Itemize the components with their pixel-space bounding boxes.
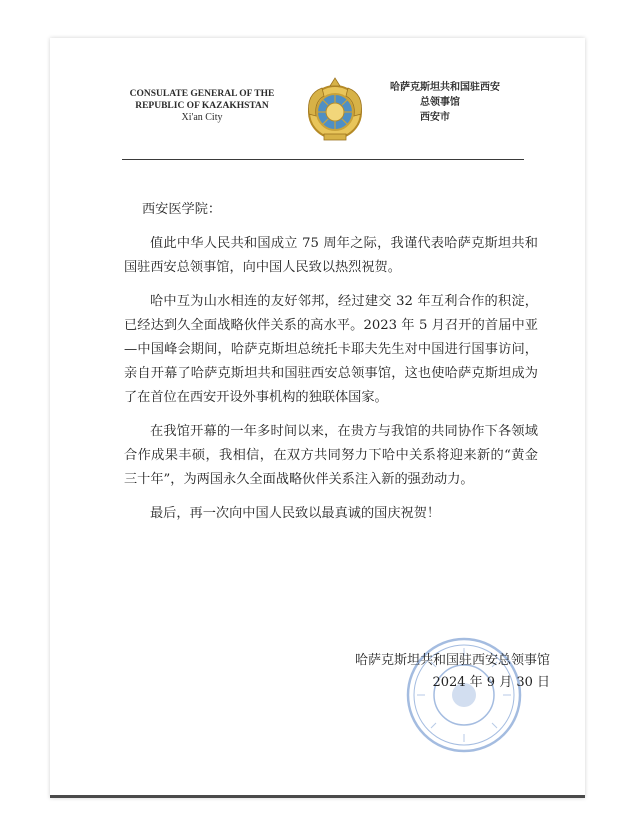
header-en-line2: REPUBLIC OF KAZAKHSTAN — [135, 101, 269, 111]
kazakhstan-emblem-icon — [300, 74, 370, 144]
header-en-line1: CONSULATE GENERAL OF THE — [129, 89, 275, 99]
consulate-header-english — [112, 88, 292, 124]
paragraph-4: 最后，再一次向中国人民致以最真诚的国庆祝贺！ — [150, 506, 441, 521]
letter-page — [50, 38, 585, 798]
header-en-city: Xi'an City — [181, 112, 223, 123]
paragraph-3: 在我馆开幕的一年多时间以来，在贵方与我馆的共同协作下各领域合作成果丰硕，我相信，在双方共同努力下哈中关系将迎来新的“黄金三十年”，为两国永久全面战略伙伴关系注入新的强劲动力。 — [124, 424, 538, 487]
header-cn-line1: 哈萨克斯坦共和国驻西安 — [390, 82, 500, 93]
paragraph-2: 哈中互为山水相连的友好邻邦，经过建交 32 年互利合作的积淀，已经达到久全面战略伙伴关系的高水平。2023 年 5 月召开的首届中亚—中国峰会期间，哈萨克斯坦总统托卡耶夫先生对中国进行国事访问，亲自开幕了哈萨克斯坦共和国驻西安总领事馆，这也使哈萨克斯坦成为了在首位在西安开设外事机构的独联体国家。 — [124, 294, 538, 405]
signature-block — [330, 650, 550, 694]
salutation: 西安医学院： — [142, 202, 222, 217]
signature-name: 哈萨克斯坦共和国驻西安总领事馆 — [354, 653, 550, 668]
letter-body — [124, 198, 538, 536]
header-cn-line2: 总领事馆 — [420, 97, 460, 108]
paragraph-1: 值此中华人民共和国成立 75 周年之际，我谨代表哈萨克斯坦共和国驻西安总领事馆，向中国人民致以热烈祝贺。 — [124, 236, 538, 275]
header-divider — [122, 159, 524, 160]
signature-date: 2024 年 9 月 30 日 — [432, 675, 550, 690]
consulate-header-chinese — [390, 80, 520, 125]
header-cn-line3: 西安市 — [420, 112, 450, 123]
